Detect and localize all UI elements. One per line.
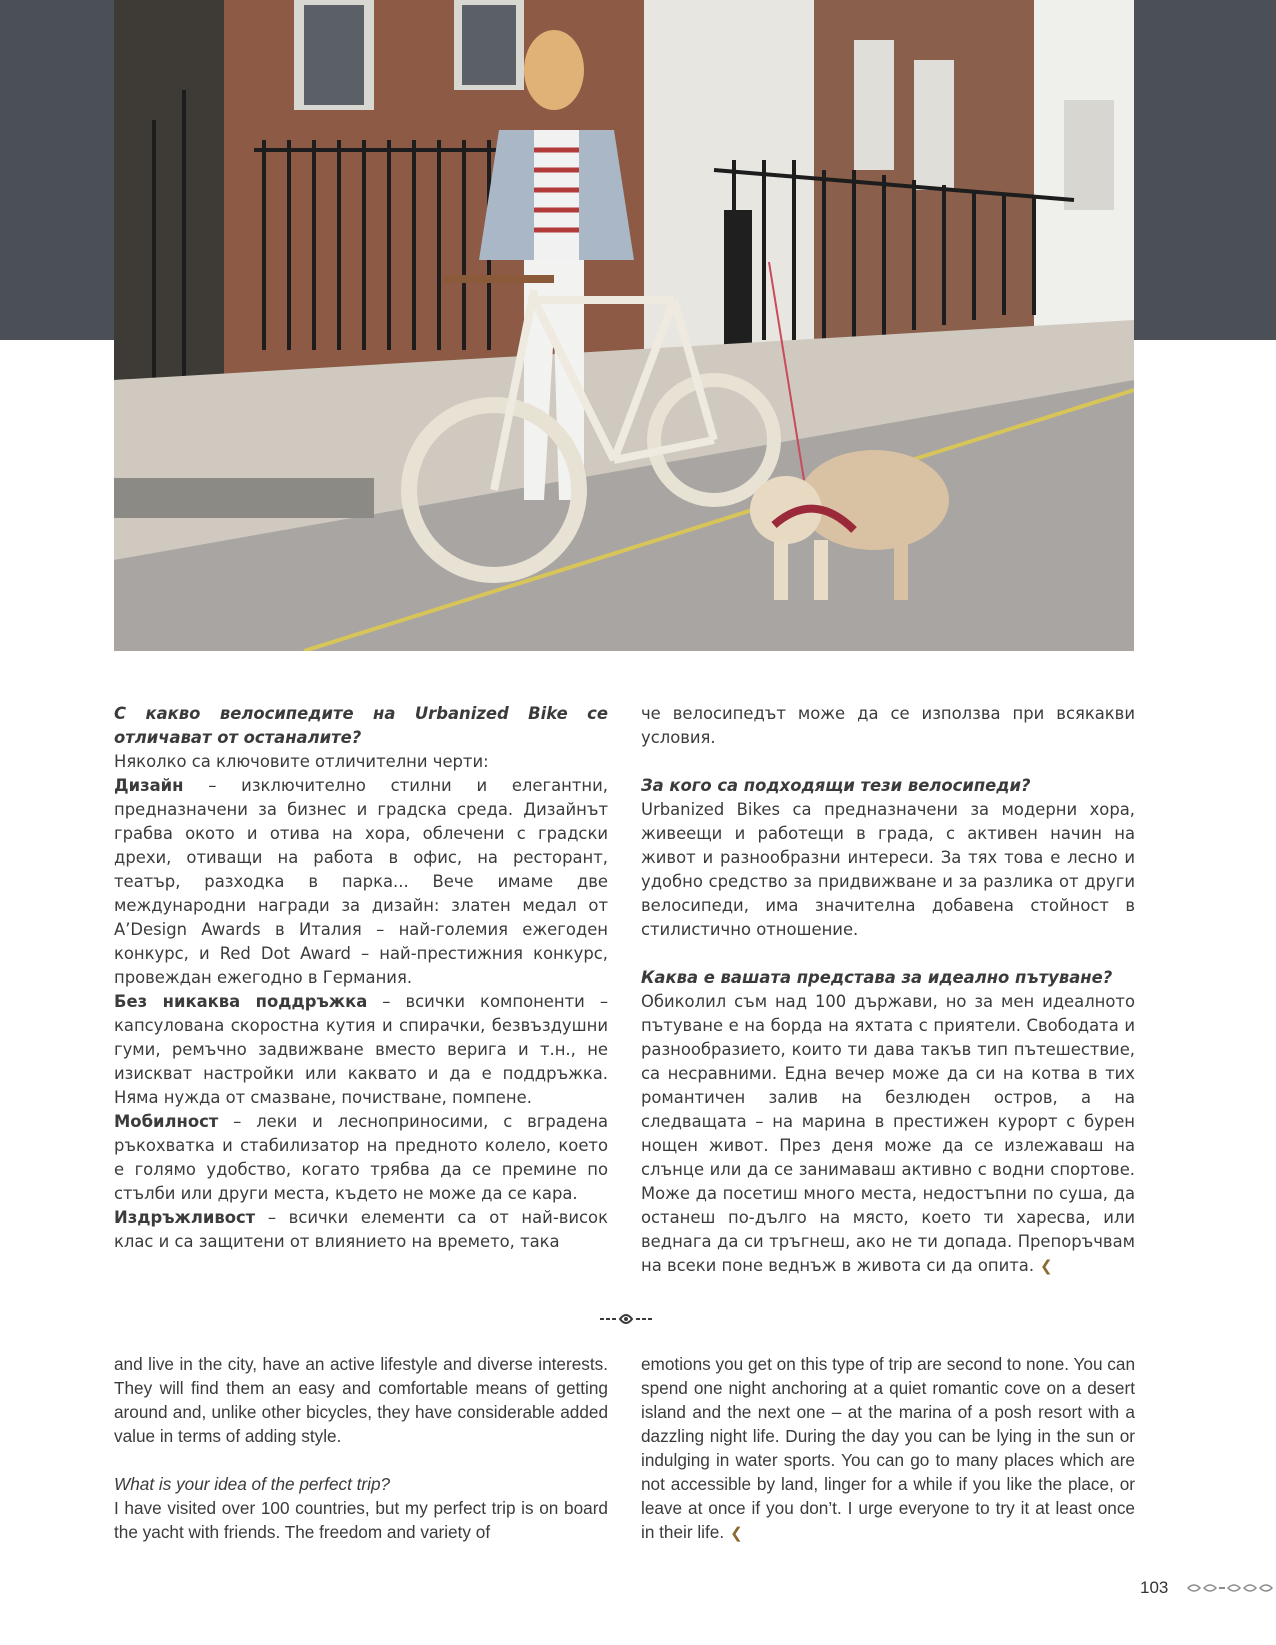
question-heading: За кого са подходящи тези велосипеди? [641, 776, 1031, 795]
paragraph [114, 1110, 608, 1206]
divider-ornament-icon [598, 1310, 654, 1328]
paragraph [641, 1352, 1135, 1546]
paragraph [114, 774, 608, 990]
paragraph [114, 990, 608, 1110]
lead-term: Издръжливост [114, 1208, 256, 1227]
paragraph [114, 1206, 608, 1254]
paragraph: I have visited over 100 countries, but my perfect trip is on board the yacht with friends. The freedom and variety of [114, 1498, 608, 1542]
paragraph-text: – всички компоненти – капсулована скоростна кутия и спирачки, безвъздушни гуми, ремъчно задвижване вместо верига и т.н., не изискват настройки или каквато и да е поддръжка. Няма нужда от смазване, почистване, помпене. [114, 992, 609, 1107]
en-column-right [641, 1352, 1135, 1546]
lead-term: Без никаква поддръжка [114, 992, 368, 1011]
page-ornament-icon [1184, 1580, 1276, 1596]
hero-photo [114, 0, 1134, 651]
lead-term: Дизайн [114, 776, 184, 795]
paragraph [641, 990, 1135, 1278]
paragraph-text: – всички елементи са от най-висок клас и са защитени от влиянието на времето, така [114, 1208, 608, 1251]
paragraph: Няколко са ключовите отличителни черти: [114, 752, 489, 771]
paragraph-text: – изключително стилни и елегантни, предназначени за бизнес и градска среда. Дизайнът грабва окото и отива на хора, облечени с градски дрехи, отиващи на работа в офис, на ресторант, театър, разходка в парка... Вече имаме две международни награди за дизайн: златен медал от A’Design Awards в Италия – най-големия ежегоден конкурс, и Red Dot Award – най-престижния конкурс, провеждан ежегодно в Германия. [114, 776, 608, 987]
gray-band-left [0, 0, 114, 340]
paragraph-text: emotions you get on this type of trip are second to none. You can spend one night anchoring at a quiet romantic cove on a desert island and the next one – at the marina of a posh resort with a dazzling night life. During the day you can be lying in the sun or indulging in water sports. You can go to many places which are not accessible by land, linger for a while if you like the place, or leave at once if you don’t. I urge everyone to try it at least once in their life. [641, 1354, 1135, 1542]
bg-column-left [114, 702, 608, 1254]
paragraph-text: Обиколил съм над 100 държави, но за мен идеалното пътуване е на борда на яхтата с приятели. Свободата и разнообразието, които ти дава такъв тип пътешествие, са несравними. Една вечер може да си на котва в тих романтичен залив на безлюден остров, а на следващата – на марина в престижен курорт с бурен нощен живот. През деня може да се излежаваш на слънце или да се занимаваш активно с водни спортове. Може да посетиш много места, недостъпни по суша, да останеш по-дълго на място, което ти харесва, или веднага да си тръгнеш, ако не ти допада. Препоръчвам на всеки поне веднъж в живота си да опита. [641, 992, 1135, 1275]
paragraph: Urbanized Bikes са предназначени за модерни хора, живеещи и работещи в града, с активен начин на живот и разнообразни интереси. За тях това е лесно и удобно средство за придвижване и за разлика от други велосипеди, има значителна добавена стойност в стилистично отношение. [641, 800, 1135, 939]
lead-term: Мобилност [114, 1112, 219, 1131]
bg-column-right [641, 702, 1135, 1278]
end-mark-icon: ❮ [730, 1525, 743, 1542]
question-heading: С какво велосипедите на Urbanized Bike се отличават от останалите? [114, 704, 608, 747]
paragraph-text: – леки и лесноприносими, с вградена ръкохватка и стабилизатор на предното колело, което е голямо удобство, когато трябва да се премине по стълби или други места, където не може да се кара. [114, 1112, 608, 1203]
gray-band-right [1134, 0, 1276, 340]
question-heading: Каква е вашата представа за идеално пътуване? [641, 968, 1113, 987]
page-number: 103 [1140, 1578, 1169, 1597]
paragraph: че велосипедът може да се използва при всякакви условия. [641, 704, 1135, 747]
en-column-left [114, 1352, 608, 1544]
paragraph: and live in the city, have an active lifestyle and diverse interests. They will find them an easy and comfortable means of getting around and, unlike other bicycles, they have considerable added value in terms of adding style. [114, 1354, 608, 1446]
photo-woman-bicycle-bulldog-icon [114, 0, 1134, 651]
question-heading: What is your idea of the perfect trip? [114, 1474, 391, 1494]
end-mark-icon: ❮ [1040, 1257, 1053, 1275]
